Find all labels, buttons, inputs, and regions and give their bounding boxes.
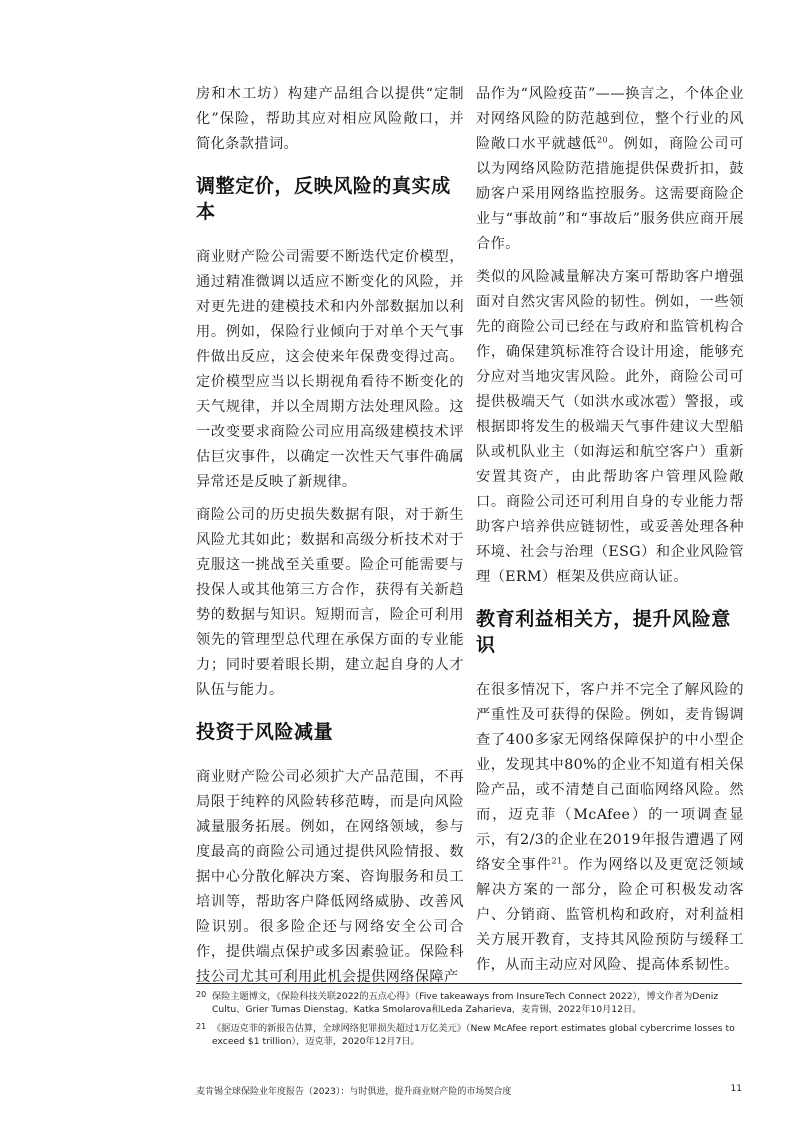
text-span: 品作为“风险疫苗”——换言之，个体企业对网络风险的防范越到位，整个行业的风险敞口水平就越低 xyxy=(476,86,744,152)
footnote-divider xyxy=(196,983,742,984)
footnote-ref-21[interactable]: 21 xyxy=(551,856,563,866)
footnote-item xyxy=(196,990,742,1016)
body-paragraph xyxy=(476,678,744,978)
footnotes xyxy=(196,990,742,1054)
section-heading-pricing: 调整定价，反映风险的真实成本 xyxy=(196,175,451,223)
footnote-number: 20 xyxy=(196,990,207,999)
body-paragraph: 商险公司的历史损失数据有限，对于新生风险尤其如此；数据和高级分析技术对于克服这一挑战至关重要。险企可能需要与投保人或其他第三方合作，获得有关新趋势的数据与知识。短期而言，险企可利用领先的管理型总代理在承保方面的专业能力；同时要着眼长期，建立起自身的人才队伍与能力。 xyxy=(196,507,464,698)
text-span: 。作为网络以及更宽泛领域解决方案的一部分，险企可积极发动客户、分销商、监管机构和政府，对利益相关方展开教育，支持其风险预防与缓释工作，从而主动应对风险、提高体系韧性。 xyxy=(476,857,744,973)
section-heading-education: 教育利益相关方，提升风险意识 xyxy=(476,608,731,656)
left-column xyxy=(196,82,464,998)
footnote-text: 《据迈克菲的新报告估算，全球网络犯罪损失超过1万亿美元》（New McAfee report estimates global cybercrime losses to exceed $1 trillion），迈克菲，2020年12月7日。 xyxy=(212,1023,735,1047)
section-heading-risk-reduction: 投资于风险减量 xyxy=(196,721,334,743)
body-paragraph: 类似的风险减量解决方案可帮助客户增强面对自然灾害风险的韧性。例如，一些领先的商险公司已经在与政府和监管机构合作，确保建筑标准符合设计用途，能够充分应对当地灾害风险。此外，商险公司可提供极端天气（如洪水或冰雹）警报，或根据即将发生的极端天气事件建议大型船队或机队业主（如海运和航空客户）重新安置其资产，由此帮助客户管理风险敞口。商险公司还可利用自身的专业能力帮助客户培养供应链韧性，或妥善处理各种环境、社会与治理（ESG）和企业风险管理（ERM）框架及供应商认证。 xyxy=(476,269,744,585)
page-number: 11 xyxy=(730,1084,742,1094)
footnote-text: 保险主题博文，《保险科技关联2022的五点心得》（Five takeaways from InsureTech Connect 2022），博文作者为Deniz Cultu、Grier Tumas Dienstag、Katka Smolarova和Leda Zaharieva，麦肯锡，2022年10月12日。 xyxy=(212,991,719,1015)
footnote-ref-20[interactable]: 20 xyxy=(596,135,608,145)
page-footer xyxy=(196,1084,742,1097)
footer-title: 麦肯锡全球保险业年度报告（2023）：与时俱进，提升商业财产险的市场契合度 xyxy=(196,1087,512,1097)
body-paragraph: 房和木工坊）构建产品组合以提供“定制化”保险，帮助其应对相应风险敞口，并简化条款措词。 xyxy=(196,86,464,152)
footnote-number: 21 xyxy=(196,1022,207,1031)
text-span: 在很多情况下，客户并不完全了解风险的严重性及可获得的保险。例如，麦肯锡调查了400多家无网络保障保护的中小型企业，发现其中80%的企业不知道有相关保险产品，或不清楚自己面临网络风险。然而，迈克菲（McAfee）的一项调查显示，有2/3的企业在2019年报告遭遇了网络安全事件 xyxy=(476,682,744,873)
body-paragraph: 商业财产险公司需要不断迭代定价模型，通过精准微调以适应不断变化的风险，并对更先进的建模技术和内外部数据加以利用。例如，保险行业倾向于对单个天气事件做出反应，这会使来年保费变得过高。定价模型应当以长期视角看待不断变化的天气规律，并以全周期方法处理风险。这一改变要求商险公司应用高级建模技术评估巨灾事件，以确定一次性天气事件确属异常还是反映了新规律。 xyxy=(196,249,464,490)
text-span: 。例如，商险公司可以为网络风险防范措施提供保费折扣，鼓励客户采用网络监控服务。这需要商险企业与“事故前”和“事故后”服务供应商开展合作。 xyxy=(476,136,744,252)
body-paragraph xyxy=(476,82,744,257)
right-column xyxy=(476,82,744,986)
body-paragraph: 商业财产险公司必须扩大产品范围，不再局限于纯粹的风险转移范畴，而是向风险减量服务拓展。例如，在网络领域，参与度最高的商险公司通过提供风险情报、数据中心分散化解决方案、咨询服务和员工培训等，帮助客户降低网络威胁、改善风险识别。很多险企还与网络安全公司合作，提供端点保护或多因素验证。保险科技公司尤其可利用此机会提供网络保障产 xyxy=(196,769,464,985)
footnote-item xyxy=(196,1022,742,1048)
